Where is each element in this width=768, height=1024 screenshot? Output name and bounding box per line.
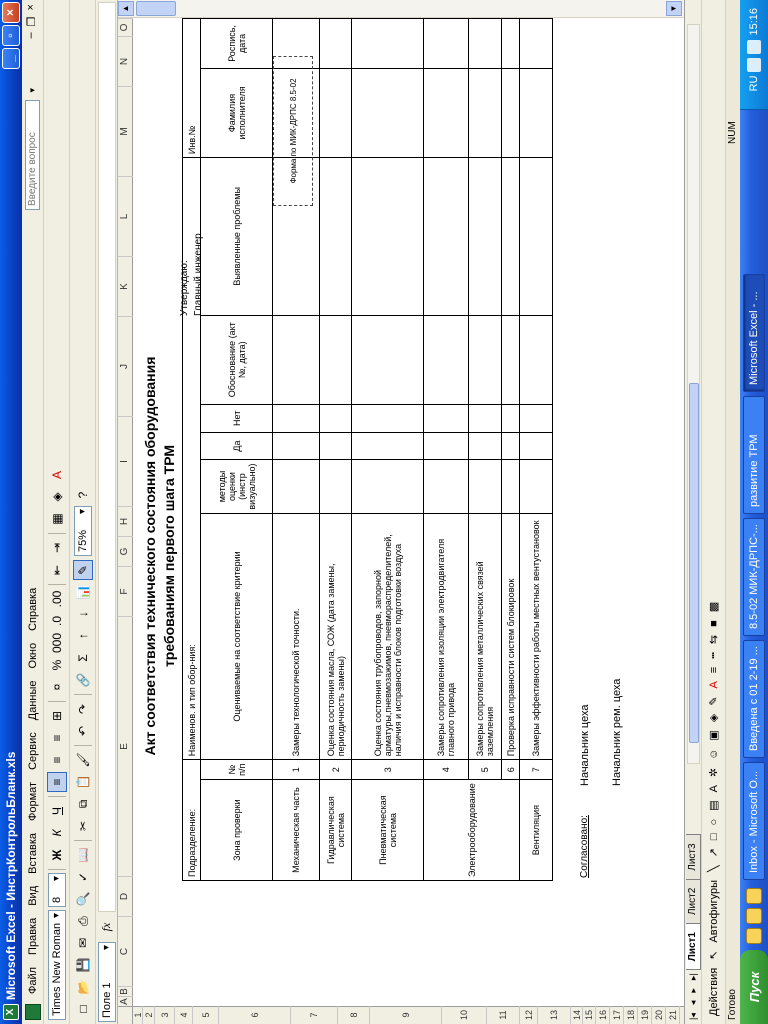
zoom-combo[interactable]: 75% ▾ (74, 506, 92, 556)
dept-label-cell[interactable] (183, 760, 201, 881)
menu-format[interactable]: Формат (26, 781, 39, 821)
equipment-label-cell[interactable] (183, 158, 201, 760)
thousands-icon[interactable]: 000 (49, 632, 64, 653)
toolbar-separator (74, 694, 92, 695)
empty-cell[interactable] (502, 315, 520, 404)
column-header[interactable]: A (118, 996, 133, 1006)
column-header[interactable]: F (118, 566, 133, 616)
form-code-text: Форма по МИК-ДРПС 8.5-02 (288, 78, 298, 184)
arrow-icon[interactable]: ↗ (708, 848, 720, 858)
empty-cell[interactable] (469, 158, 502, 315)
row-header[interactable]: 3 (155, 1006, 175, 1024)
quick-launch-icon[interactable] (746, 928, 762, 944)
doc-minimize-button[interactable]: – (25, 32, 37, 39)
menu-window[interactable]: Окно (26, 642, 39, 669)
taskbar-item[interactable]: Inbox - Microsoft O... (743, 762, 765, 880)
sheet-content (133, 18, 684, 1006)
column-header[interactable]: L (118, 176, 133, 256)
increase-decimal-icon[interactable]: .0 (49, 616, 64, 627)
font-name-combo[interactable]: Times New Roman ▾ (48, 910, 66, 1020)
empty-cell[interactable] (424, 68, 469, 157)
executor-header[interactable]: Фамилия исполнителя (201, 68, 273, 157)
menu-help[interactable]: Справка (26, 587, 39, 631)
empty-cell[interactable] (469, 460, 502, 513)
doc-close-button[interactable]: × (25, 4, 37, 11)
arrow-style-icon[interactable]: ⇆ (708, 634, 720, 645)
empty-cell[interactable] (502, 404, 520, 432)
dash-style-icon[interactable]: ┅ (708, 652, 720, 659)
form-code-textbox[interactable] (273, 56, 313, 206)
open-folder-icon[interactable]: 📂 (75, 979, 90, 995)
workbook-icon[interactable] (25, 1004, 41, 1020)
zone-cell[interactable]: Электрооборудование (424, 780, 520, 881)
empty-cell[interactable] (352, 315, 424, 404)
empty-cell[interactable] (502, 432, 520, 460)
paste-icon[interactable]: 📋 (75, 774, 90, 790)
font-color-icon[interactable]: A (49, 471, 64, 480)
tab-nav-first-icon[interactable]: |◂ (687, 1013, 698, 1020)
formula-bar (96, 0, 118, 1024)
menu-data[interactable]: Данные (26, 680, 39, 721)
line-style-icon[interactable]: ≡ (707, 666, 720, 674)
taskbar-item[interactable]: Microsoft Excel - ... (743, 274, 765, 392)
menu-file[interactable]: Файл (26, 966, 39, 994)
cut-icon[interactable]: ✂ (75, 820, 90, 832)
approve-role: Главный инженер (193, 233, 204, 316)
agreed-label: Согласовано: (579, 815, 590, 878)
inspection-table (182, 18, 553, 881)
tab-sheet3[interactable]: Лист3 (686, 834, 701, 879)
tab-nav-prev-icon[interactable]: ◂ (687, 1000, 698, 1006)
empty-cell[interactable] (520, 404, 553, 432)
rectangle-icon[interactable]: □ (707, 833, 720, 841)
zone-cell[interactable]: Вентиляция (520, 780, 553, 881)
column-header[interactable]: G (118, 536, 133, 566)
select-all-corner[interactable] (118, 1006, 133, 1024)
new-document-icon[interactable]: □ (75, 1005, 90, 1013)
empty-cell[interactable] (520, 158, 553, 315)
num-cell[interactable]: 3 (352, 760, 424, 780)
zone-cell[interactable]: Гидравлическая система (320, 780, 352, 881)
empty-cell[interactable] (320, 19, 352, 69)
oval-icon[interactable]: ○ (707, 818, 720, 826)
currency-icon[interactable]: ¤ (49, 683, 64, 691)
column-header[interactable]: N (118, 36, 133, 86)
row-header[interactable]: 16 (596, 1006, 610, 1024)
worksheet-grid[interactable] (118, 0, 684, 1024)
scroll-up-icon[interactable]: ▲ (118, 1, 134, 16)
font-size-combo[interactable]: 8 ▾ (48, 873, 66, 907)
underline-button[interactable]: Ч (49, 807, 64, 815)
fx-icon[interactable]: fx (99, 922, 113, 932)
font-color-draw-icon[interactable]: A (707, 681, 720, 689)
tab-sheet2[interactable]: Лист2 (686, 879, 701, 924)
empty-cell[interactable] (469, 432, 502, 460)
row-header[interactable]: 1 (133, 1006, 143, 1024)
problems-header[interactable]: Выявленные проблемы (201, 158, 273, 315)
row-header[interactable]: 8 (338, 1006, 370, 1024)
num-cell[interactable]: 6 (502, 760, 520, 780)
quick-launch (746, 888, 762, 944)
toolbar-separator (48, 869, 66, 870)
empty-cell[interactable] (320, 68, 352, 157)
yes-header[interactable]: Да (201, 432, 273, 460)
excel-app-icon[interactable]: X (3, 1004, 19, 1020)
undo-icon[interactable]: ↶ (75, 725, 90, 737)
row-header[interactable]: 5 (193, 1006, 219, 1024)
3d-icon[interactable]: ▩ (708, 601, 720, 613)
row-header[interactable]: 17 (610, 1006, 624, 1024)
spelling-icon[interactable]: ✓ (75, 871, 90, 883)
system-tray (740, 0, 768, 110)
window-title: Microsoft Excel - ИнстрКонтрольБланк.xls (4, 751, 18, 1000)
criteria-cell[interactable]: Оценка состояния трубопроводов, запорной арматуры,пневмозажимов, пневмораспределителей, наличия и исправности блоков подготовки воздуха (352, 513, 424, 760)
horizontal-scroll-thumb[interactable] (689, 383, 699, 743)
borders-icon[interactable]: ▦ (49, 513, 64, 525)
row-header[interactable]: 12 (520, 1006, 538, 1024)
tab-nav-next-icon[interactable]: ▸ (687, 988, 698, 993)
minimize-button[interactable]: _ (2, 48, 20, 69)
column-header[interactable]: O (118, 18, 133, 36)
status-bar (725, 0, 740, 1024)
empty-cell[interactable] (273, 315, 320, 404)
sort-descending-icon[interactable]: ↓ (75, 611, 90, 617)
criteria-cell[interactable]: Замеры эффективности работы местных вентустановок (520, 513, 553, 760)
empty-cell[interactable] (273, 404, 320, 432)
horizontal-scrollbar[interactable] (687, 24, 700, 764)
methods-header[interactable]: методы оценки (инстр визуально) (201, 460, 273, 513)
criteria-cell[interactable]: Замеры сопротивления изоляции электродвигателя главного привода (424, 513, 469, 760)
taskbar-item[interactable]: Введена с 01 2-19 ... (743, 640, 765, 758)
tab-nav-last-icon[interactable]: ▸| (687, 973, 698, 981)
empty-cell[interactable] (502, 460, 520, 513)
copy-icon[interactable]: ⧉ (75, 799, 90, 809)
empty-cell[interactable] (469, 315, 502, 404)
row-header[interactable]: 10 (442, 1006, 487, 1024)
percent-icon[interactable]: % (49, 659, 64, 671)
row-header[interactable]: 11 (487, 1006, 520, 1024)
vertical-scroll-thumb[interactable] (136, 1, 176, 16)
tab-sheet1[interactable]: Лист1 (686, 923, 701, 970)
num-cell[interactable]: 2 (320, 760, 352, 780)
name-box[interactable]: Поле 1 ▾ (98, 942, 116, 1022)
help-icon[interactable]: ? (75, 491, 90, 499)
num-cell[interactable]: 1 (273, 760, 320, 780)
signature-shop-head: Начальник цеха (579, 704, 591, 786)
approve-label: Утверждаю: (179, 260, 190, 316)
criteria-cell[interactable]: Оценка состояния масла, СОЖ (дата замены, периодичность замены) (320, 513, 352, 760)
diagram-icon[interactable]: ✲ (708, 767, 720, 778)
select-objects-icon[interactable]: ↖ (708, 950, 720, 960)
inv-label-cell[interactable] (183, 19, 201, 158)
empty-cell[interactable] (320, 460, 352, 513)
empty-cell[interactable] (320, 432, 352, 460)
empty-cell[interactable] (469, 68, 502, 157)
row-header[interactable]: 20 (652, 1006, 666, 1024)
start-button[interactable] (740, 950, 768, 1024)
empty-cell[interactable] (469, 19, 502, 69)
row-header[interactable]: 18 (624, 1006, 638, 1024)
row-header[interactable]: 7 (291, 1006, 338, 1024)
column-header[interactable]: H (118, 506, 133, 536)
empty-cell[interactable] (320, 315, 352, 404)
num-lock-indicator: NUM (727, 121, 738, 144)
italic-button[interactable]: К (49, 829, 64, 837)
empty-cell[interactable] (469, 404, 502, 432)
equipment-label: Наименов. и тип обор-ния: (186, 644, 197, 757)
row-headers (133, 1006, 684, 1024)
empty-cell[interactable] (424, 432, 469, 460)
row-header[interactable]: 21 (666, 1006, 680, 1024)
column-header[interactable]: I (118, 416, 133, 506)
start-label: Пуск (746, 971, 762, 1003)
empty-cell[interactable] (352, 432, 424, 460)
column-headers (118, 0, 133, 1024)
column-header[interactable]: B (118, 986, 133, 996)
title-bar (0, 0, 22, 1024)
print-icon[interactable]: ⎙ (75, 916, 90, 926)
act-title-line1: Акт соответствия технического состояния оборудования (142, 356, 158, 756)
empty-cell[interactable] (520, 460, 553, 513)
doc-restore-button[interactable]: ❐ (26, 16, 38, 27)
empty-cell[interactable] (502, 19, 520, 69)
autoshapes-menu[interactable]: Автофигуры (707, 879, 720, 943)
empty-cell[interactable] (424, 158, 469, 315)
empty-cell[interactable] (352, 460, 424, 513)
picture-icon[interactable]: ▣ (708, 730, 720, 741)
empty-cell[interactable] (520, 315, 553, 404)
sort-ascending-icon[interactable]: ↑ (75, 633, 90, 639)
wordart-icon[interactable]: A (707, 785, 720, 793)
empty-cell[interactable] (352, 19, 424, 69)
line-color-icon[interactable]: ✎ (708, 696, 720, 706)
toolbar-separator (48, 584, 66, 585)
textbox-icon[interactable]: ▤ (708, 800, 720, 811)
redo-icon[interactable]: ↷ (75, 703, 90, 715)
fill-color-icon[interactable]: ◈ (49, 492, 64, 502)
empty-cell[interactable] (352, 404, 424, 432)
empty-cell[interactable] (502, 68, 520, 157)
empty-cell[interactable] (424, 315, 469, 404)
row-header[interactable]: 13 (538, 1006, 571, 1024)
basis-header[interactable]: Обоснование (акт №, дата) (201, 315, 273, 404)
menu-edit[interactable]: Правка (26, 917, 39, 955)
inv-label: Инв.№ (186, 125, 197, 155)
sheet-tabs-bar (684, 0, 701, 1024)
dept-label: Подразделение: (186, 808, 197, 877)
menu-bar (22, 0, 44, 1024)
draw-actions-menu[interactable]: Действия (707, 967, 720, 1016)
criteria-cell[interactable]: Замеры сопротивления металлических связей заземления (469, 513, 502, 760)
hyperlink-icon[interactable]: 🔗 (75, 672, 90, 688)
act-title-line2: требованиям первого шага ТРМ (161, 444, 177, 668)
empty-cell[interactable] (273, 460, 320, 513)
num-cell[interactable]: 4 (424, 760, 469, 780)
line-icon[interactable]: ╲ (708, 865, 720, 872)
align-left-icon[interactable]: ≡ (47, 772, 67, 792)
empty-cell[interactable] (320, 158, 352, 315)
chart-wizard-icon[interactable]: 📊 (75, 584, 90, 600)
toolbar-separator (74, 745, 92, 746)
menu-view[interactable]: Вид (26, 885, 39, 906)
taskbar (740, 0, 768, 1024)
toolbar-separator (48, 533, 66, 534)
bold-button[interactable]: Ж (49, 849, 64, 861)
vertical-scrollbar[interactable] (118, 0, 684, 18)
zone-cell[interactable]: Механическая часть (273, 780, 320, 881)
clipart-icon[interactable]: ☺ (707, 748, 720, 760)
align-center-icon[interactable]: ≡ (49, 756, 64, 764)
tray-icon[interactable] (747, 40, 761, 54)
quick-launch-icon[interactable] (746, 888, 762, 904)
signature-repair-head: Начальник рем. цеха (611, 678, 623, 786)
research-icon[interactable]: 📖 (75, 847, 90, 863)
empty-cell[interactable] (273, 432, 320, 460)
act-title (141, 236, 179, 876)
fill-color-draw-icon[interactable]: ◈ (708, 713, 720, 723)
scroll-down-icon[interactable]: ▼ (666, 1, 682, 16)
toolbar-separator (48, 701, 66, 702)
empty-cell[interactable] (424, 404, 469, 432)
help-dropdown-icon[interactable]: ▾ (27, 88, 37, 93)
toolbar-separator (74, 840, 92, 841)
column-header[interactable]: M (118, 86, 133, 176)
row-header[interactable]: 15 (583, 1006, 596, 1024)
criteria-header[interactable]: Оцениваемые на соответствие критерии (201, 513, 273, 760)
menu-tools[interactable]: Сервис (26, 732, 39, 770)
num-cell[interactable]: 7 (520, 760, 553, 780)
merge-center-icon[interactable]: ⊞ (49, 710, 64, 722)
print-preview-icon[interactable]: 🔍 (75, 891, 90, 907)
criteria-cell[interactable]: Проверка исправности систем блокировок (502, 513, 520, 760)
empty-cell[interactable] (352, 158, 424, 315)
drawing-toolbar (701, 0, 725, 1024)
column-header[interactable]: E (118, 616, 133, 876)
format-painter-icon[interactable]: 🖌 (75, 752, 90, 768)
row-header[interactable]: 4 (175, 1006, 193, 1024)
clock: 15:16 (748, 8, 760, 36)
standard-toolbar (70, 0, 96, 1024)
empty-cell[interactable] (520, 432, 553, 460)
criteria-cell[interactable]: Замеры технологической точности. (273, 513, 320, 760)
num-header[interactable]: № п/п (201, 760, 273, 780)
column-header[interactable]: K (118, 256, 133, 316)
menu-insert[interactable]: Вставка (26, 832, 39, 874)
zone-cell[interactable]: Пневматическая система (352, 780, 424, 881)
no-header[interactable]: Нет (201, 404, 273, 432)
language-indicator[interactable]: RU (748, 75, 760, 92)
maximize-button[interactable]: ▫ (2, 25, 20, 46)
num-cell[interactable]: 5 (469, 760, 502, 780)
zone-header[interactable]: Зона проверки (201, 780, 273, 881)
toolbar-separator (48, 796, 66, 797)
row-header[interactable]: 9 (370, 1006, 442, 1024)
decrease-decimal-icon[interactable]: .00 (49, 590, 64, 608)
increase-indent-icon[interactable]: ⇥ (49, 542, 64, 554)
permission-icon[interactable]: ✉ (75, 937, 90, 949)
row-header[interactable]: 2 (143, 1006, 155, 1024)
decrease-indent-icon[interactable]: ⇤ (49, 564, 64, 576)
empty-cell[interactable] (520, 19, 553, 69)
empty-cell[interactable] (352, 68, 424, 157)
empty-cell[interactable] (520, 68, 553, 157)
save-icon[interactable]: 💾 (75, 957, 90, 973)
taskbar-item[interactable]: развитие ТРМ (743, 396, 765, 514)
empty-cell[interactable] (424, 19, 469, 69)
taskbar-item[interactable]: 8.5-02 МИК-ДРПС-... (743, 518, 765, 636)
shadow-icon[interactable]: ■ (707, 620, 720, 627)
row-header[interactable]: 6 (219, 1006, 291, 1024)
row-header[interactable]: 19 (638, 1006, 652, 1024)
formatting-toolbar (44, 0, 70, 1024)
row-header[interactable]: 14 (571, 1006, 583, 1024)
close-button[interactable]: × (2, 2, 20, 23)
column-header[interactable]: J (118, 316, 133, 416)
column-header[interactable]: D (118, 876, 133, 916)
status-ready: Готово (727, 989, 738, 1020)
quick-launch-icon[interactable] (746, 908, 762, 924)
empty-cell[interactable] (502, 158, 520, 315)
formula-input[interactable] (98, 2, 116, 912)
sign-header[interactable]: Роспись, дата (201, 19, 273, 69)
empty-cell[interactable] (424, 460, 469, 513)
autosum-icon[interactable]: Σ (75, 654, 90, 662)
drawing-toggle-icon[interactable]: ✎ (73, 560, 93, 580)
tray-icon[interactable] (747, 58, 761, 72)
help-question-input[interactable]: Введите вопрос (25, 100, 40, 210)
align-right-icon[interactable]: ≡ (49, 734, 64, 742)
column-header[interactable]: C (118, 916, 133, 986)
empty-cell[interactable] (320, 404, 352, 432)
